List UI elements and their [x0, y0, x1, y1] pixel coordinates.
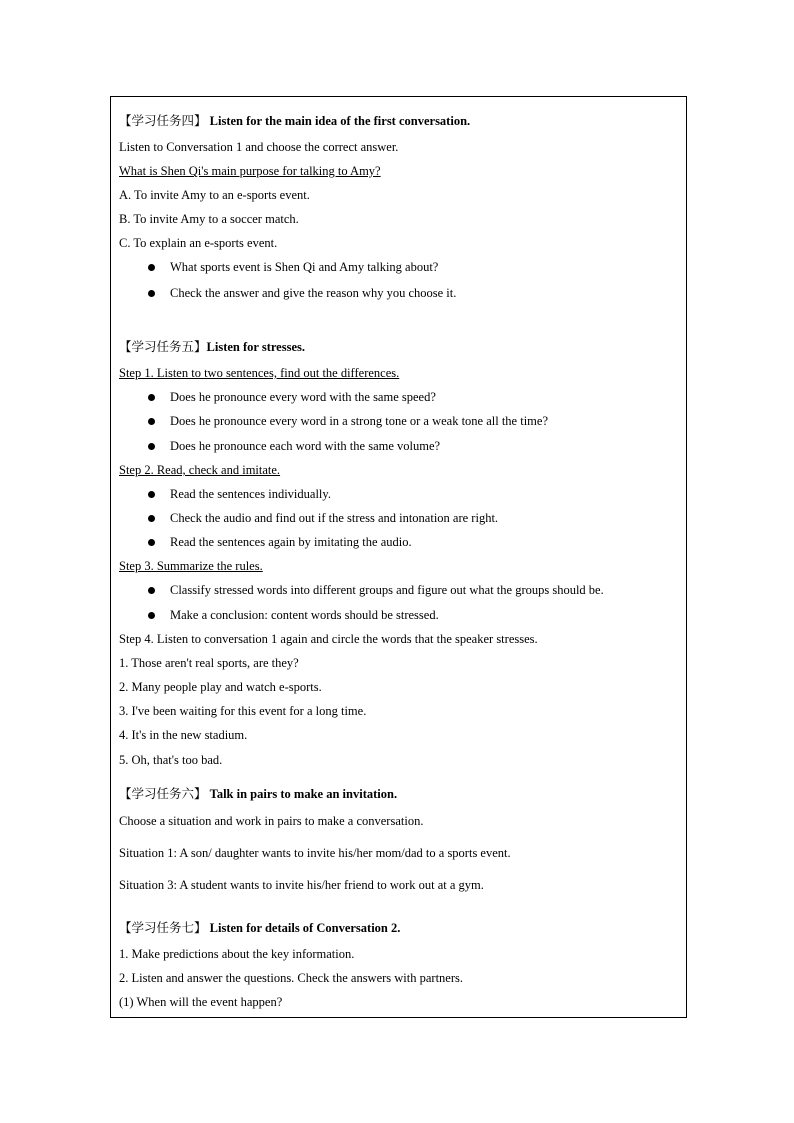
worksheet-table — [110, 96, 687, 1018]
task5-tag: 【学习任务五】 — [119, 339, 207, 354]
list-item: Check the answer and give the reason why you choose it. — [148, 285, 456, 301]
bullet-icon — [148, 515, 155, 522]
task4-tag: 【学习任务四】 — [119, 113, 207, 128]
task7-tag: 【学习任务七】 — [119, 920, 207, 935]
task6-heading — [119, 786, 397, 802]
task6-title: Talk in pairs to make an invitation. — [209, 787, 398, 801]
task7-title: Listen for details of Conversation 2. — [209, 921, 401, 935]
task6-situation1: Situation 1: A son/ daughter wants to invite his/her mom/dad to a sports event. — [119, 846, 511, 860]
sentence-item: 2. Many people play and watch e-sports. — [119, 680, 322, 694]
list-item: Does he pronounce every word in a strong tone or a weak tone all the time? — [148, 413, 548, 429]
task6-tag: 【学习任务六】 — [119, 786, 207, 801]
bullet-icon — [148, 290, 155, 297]
bullet-icon — [148, 394, 155, 401]
bullet-icon — [148, 418, 155, 425]
list-item: Read the sentences again by imitating the audio. — [148, 534, 412, 550]
task4-instruction: Listen to Conversation 1 and choose the correct answer. — [119, 140, 399, 154]
bullet-icon — [148, 539, 155, 546]
list-item: Does he pronounce each word with the same volume? — [148, 438, 440, 454]
task7-item: 1. Make predictions about the key information. — [119, 947, 355, 961]
list-item: Read the sentences individually. — [148, 486, 331, 502]
task7-item: 2. Listen and answer the questions. Check the answers with partners. — [119, 971, 464, 985]
bullet-icon — [148, 264, 155, 271]
task5-step2: Step 2. Read, check and imitate. — [119, 463, 281, 477]
task4-option-c: C. To explain an e-sports event. — [119, 236, 278, 250]
task6-instruction: Choose a situation and work in pairs to make a conversation. — [119, 814, 424, 828]
list-item: Classify stressed words into different groups and figure out what the groups should be. — [148, 582, 604, 598]
sentence-item: 3. I've been waiting for this event for a long time. — [119, 704, 367, 718]
task4-option-b: B. To invite Amy to a soccer match. — [119, 212, 299, 226]
task6-situation3: Situation 3: A student wants to invite his/her friend to work out at a gym. — [119, 878, 484, 892]
task4-heading — [119, 113, 470, 129]
list-item: Does he pronounce every word with the same speed? — [148, 389, 436, 405]
task5-title: Listen for stresses. — [206, 340, 306, 354]
list-item: What sports event is Shen Qi and Amy talking about? — [148, 259, 438, 275]
task4-question: What is Shen Qi's main purpose for talking to Amy? — [119, 164, 381, 178]
task4-option-a: A. To invite Amy to an e-sports event. — [119, 188, 310, 202]
sentence-item: 4. It's in the new stadium. — [119, 728, 248, 742]
bullet-icon — [148, 491, 155, 498]
bullet-icon — [148, 443, 155, 450]
task5-step4: Step 4. Listen to conversation 1 again and circle the words that the speaker stresses. — [119, 632, 538, 646]
sentence-item: 5. Oh, that's too bad. — [119, 753, 223, 767]
bullet-icon — [148, 612, 155, 619]
task7-item: (1) When will the event happen? — [119, 995, 283, 1009]
task5-step3: Step 3. Summarize the rules. — [119, 559, 263, 573]
task5-heading — [119, 339, 305, 355]
bullet-icon — [148, 587, 155, 594]
task4-title: Listen for the main idea of the first conversation. — [209, 114, 471, 128]
list-item: Check the audio and find out if the stress and intonation are right. — [148, 510, 498, 526]
sentence-item: 1. Those aren't real sports, are they? — [119, 656, 299, 670]
list-item: Make a conclusion: content words should be stressed. — [148, 607, 439, 623]
task7-heading — [119, 920, 400, 936]
task5-step1: Step 1. Listen to two sentences, find out the differences. — [119, 366, 400, 380]
